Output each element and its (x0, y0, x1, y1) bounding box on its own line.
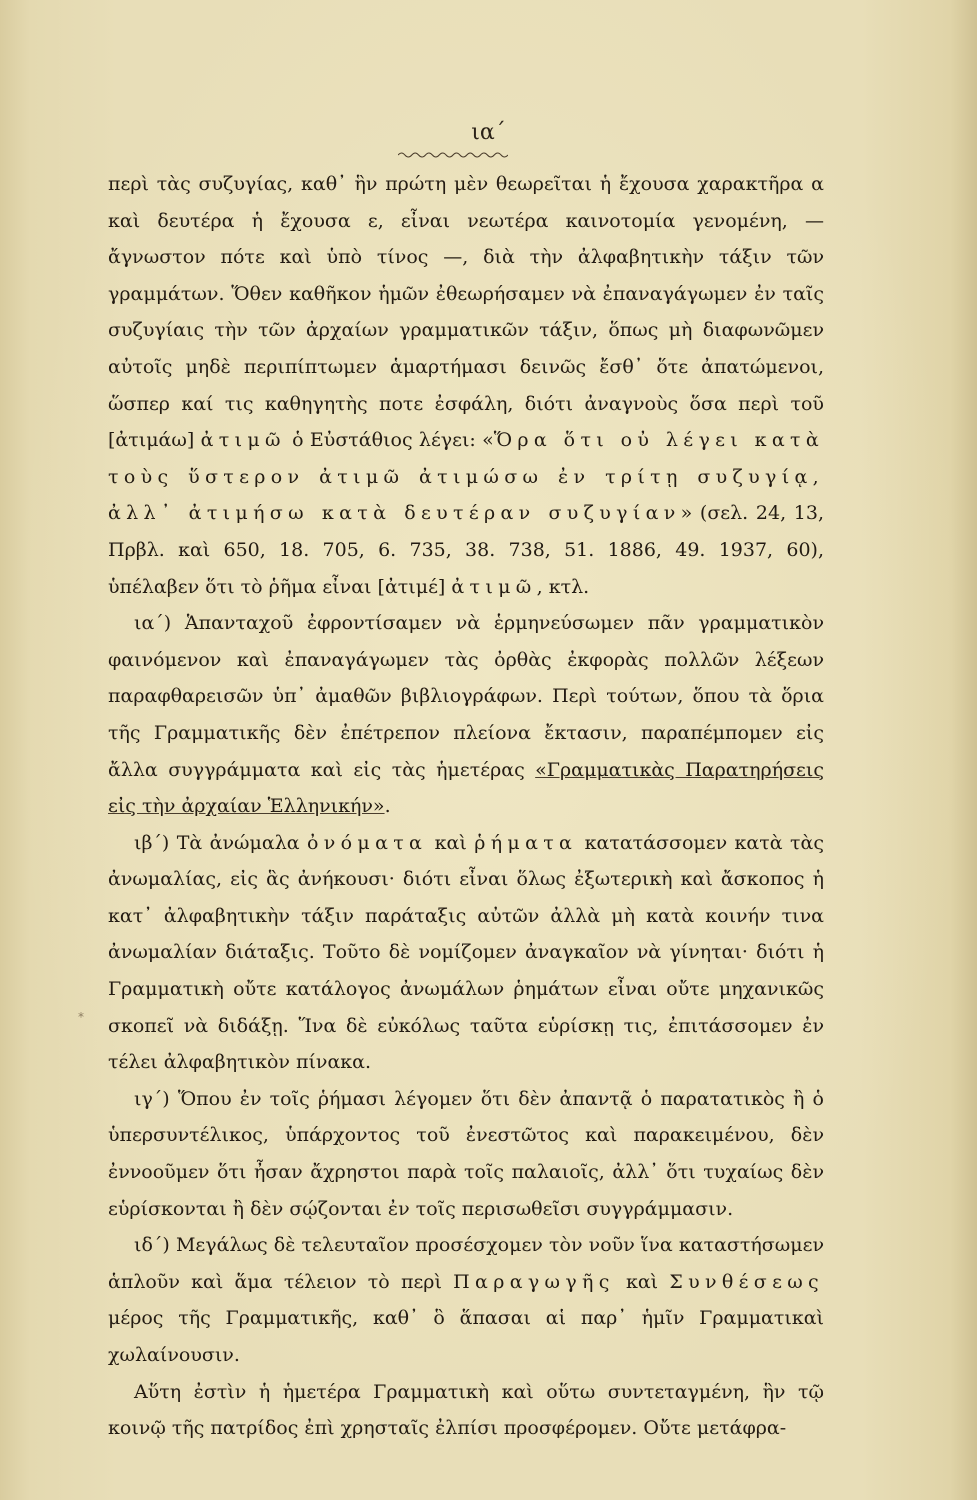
paragraph-p6 (108, 1374, 824, 1447)
text-segment: ια΄) Ἁπανταχοῦ ἐφροντίσαμεν νὰ ἑρμηνεύσωμεν πᾶν γραμματικὸν φαινόμενον καὶ ἐπαναγάγωμεν τὰς ὀρθὰς ἐκφορὰς πολλῶν λέξεων παραφθαρεισῶν ὑπ᾽ ἀμαθῶν βιβλιογράφων. Περὶ τούτων, ὅπου τὰ ὅρια τῆς Γραμματικῆς δὲν ἐπέτρεπον πλείονα ἔκτασιν, παραπέμπομεν εἰς ἄλλα συγγράμματα καὶ εἰς τὰς ἡμετέρας (108, 612, 824, 781)
paragraph-p1 (108, 166, 824, 605)
text-segment: περὶ τὰς συζυγίας, καθ᾽ ἣν πρώτη μὲν θεωρεῖται ἡ ἔχουσα χαρακτῆρα α καὶ δευτέρα ἡ ἔχουσα ε, εἶναι νεωτέρα καινοτομία γενομένη, — ἄγνωστον πότε καὶ ὑπὸ τίνος —, διὰ τὴν ἀλφαβητικὴν τάξιν τῶν γραμμάτων. Ὅθεν καθῆκον ἡμῶν ἐθεωρήσαμεν νὰ ἐπαναγάγωμεν ἐν ταῖς συζυγίαις τὴν τῶν ἀρχαίων γραμματικῶν τάξιν, ὅπως μὴ διαφωνῶμεν αὐτοῖς μηδὲ περιπίπτωμεν ἁμαρτήμασι δεινῶς ἔσθ᾽ ὅτε ἀπατώμενοι, ὥσπερ καί τις καθηγητὴς ποτε ἐσφάλη, διότι ἀναγνοὺς ὅσα περὶ τοῦ [ἀτιμάω] (108, 173, 824, 452)
text-segment: ὀνόματα (307, 831, 428, 854)
text-segment: ὁ Εὐστάθιος λέγει: « (285, 429, 494, 452)
text-segment: . (384, 795, 391, 818)
paragraph-p3 (108, 825, 824, 1081)
text-segment: ιβ΄) Τὰ ἀνώμαλα (134, 831, 308, 854)
text-segment: Αὕτη ἐστὶν ἡ ἡμετέρα Γραμματικὴ καὶ οὕτω συντεταγμένη, ἣν τῷ κοινῷ τῆς πατρίδος ἐπὶ χρησταῖς ἐλπίσι προσφέρομεν. Οὔτε μετάφρα- (108, 1380, 824, 1440)
paragraph-p2 (108, 605, 824, 825)
text-segment: ἀτιμῶ (451, 575, 537, 598)
text-segment: » (σελ. 24, 13, Πρβλ. καὶ 650, 18. 705, 6. 735, 38. 738, 51. 1886, 49. 1937, 60), ὑπέλαβεν ὅτι τὸ ῥῆμα εἶναι [ἀτιμέ] (108, 502, 824, 598)
text-segment: , κτλ. (536, 575, 590, 598)
text-segment: καὶ (614, 1270, 670, 1293)
text-segment: ιδ΄) Μεγάλως δὲ τελευταῖον προσέσχομεν τὸν νοῦν ἵνα καταστήσωμεν ἁπλοῦν καὶ ἅμα τέλειον τὸ περὶ (108, 1234, 824, 1293)
text-segment: ιγ΄) Ὅπου ἐν τοῖς ῥήμασι λέγομεν ὅτι δὲν ἀπαντᾷ ὁ παρατατικὸς ἢ ὁ ὑπερσυντέλικος, ὑπάρχοντος τοῦ ἐνεστῶτος καὶ παρακειμένου, δὲν ἐννοοῦμεν ὅτι ἦσαν ἄχρηστοι παρὰ τοῖς παλαιοῖς, ἀλλ᾽ ὅτι τυχαίως δὲν εὑρίσκονται ἢ δὲν σῴζονται ἐν τοῖς περισωθεῖσι συγγράμμασιν. (108, 1087, 824, 1220)
wavy-rule-ornament (398, 150, 508, 160)
text-segment: μέρος τῆς Γραμματικῆς, καθ᾽ ὃ ἅπασαι αἱ παρ᾽ ἡμῖν Γραμματικαὶ χωλαίνουσιν. (108, 1307, 824, 1366)
paragraph-p4 (108, 1081, 824, 1227)
margin-mark: * (78, 1010, 84, 1024)
text-segment: ἀτιμῶ (200, 429, 286, 452)
page-number: ια΄ (471, 120, 506, 145)
text-segment: «Γραμματικὰς Παρατηρήσεις εἰς τὴν ἀρχαίαν Ἑλληνικήν» (108, 758, 824, 818)
text-segment: ῥήματα (474, 831, 578, 854)
text-segment: Συνθέσεως (669, 1270, 825, 1293)
text-segment: Παραγωγῆς (453, 1270, 615, 1293)
paragraph-p5 (108, 1227, 824, 1373)
text-segment: καὶ (427, 831, 475, 854)
text-segment: κατατάσσομεν κατὰ τὰς ἀνωμαλίας, εἰς ἃς ἀνήκουσι· διότι εἶναι ὅλως ἐξωτερικὴ καὶ ἄσκοπος ἡ κατ᾽ ἀλφαβητικὴν τάξιν παράταξις αὐτῶν ἀλλὰ μὴ κατὰ κοινήν τινα ἀνωμαλίαν διάταξις. Τοῦτο δὲ νομίζομεν ἀναγκαῖον νὰ γίνηται· διότι ἡ Γραμματικὴ οὔτε κατάλογος ἀνωμάλων ῥημάτων εἶναι οὔτε μηχανικῶς σκοπεῖ νὰ διδάξῃ. Ἵνα δὲ εὐκόλως ταῦτα εὑρίσκῃ τις, ἐπιτάσσομεν ἐν τέλει ἀλφαβητικὸν πίνακα. (108, 831, 824, 1074)
body-text (108, 166, 824, 1447)
text-segment: Ὅρα ὅτι οὐ λέγει κατὰ τοὺς ὕστερον ἀτιμῶ ἀτιμώσω ἐν τρίτῃ συζυγίᾳ, ἀλλ᾽ ἀτιμήσω κατὰ δευτέραν συζυγίαν (108, 429, 825, 525)
